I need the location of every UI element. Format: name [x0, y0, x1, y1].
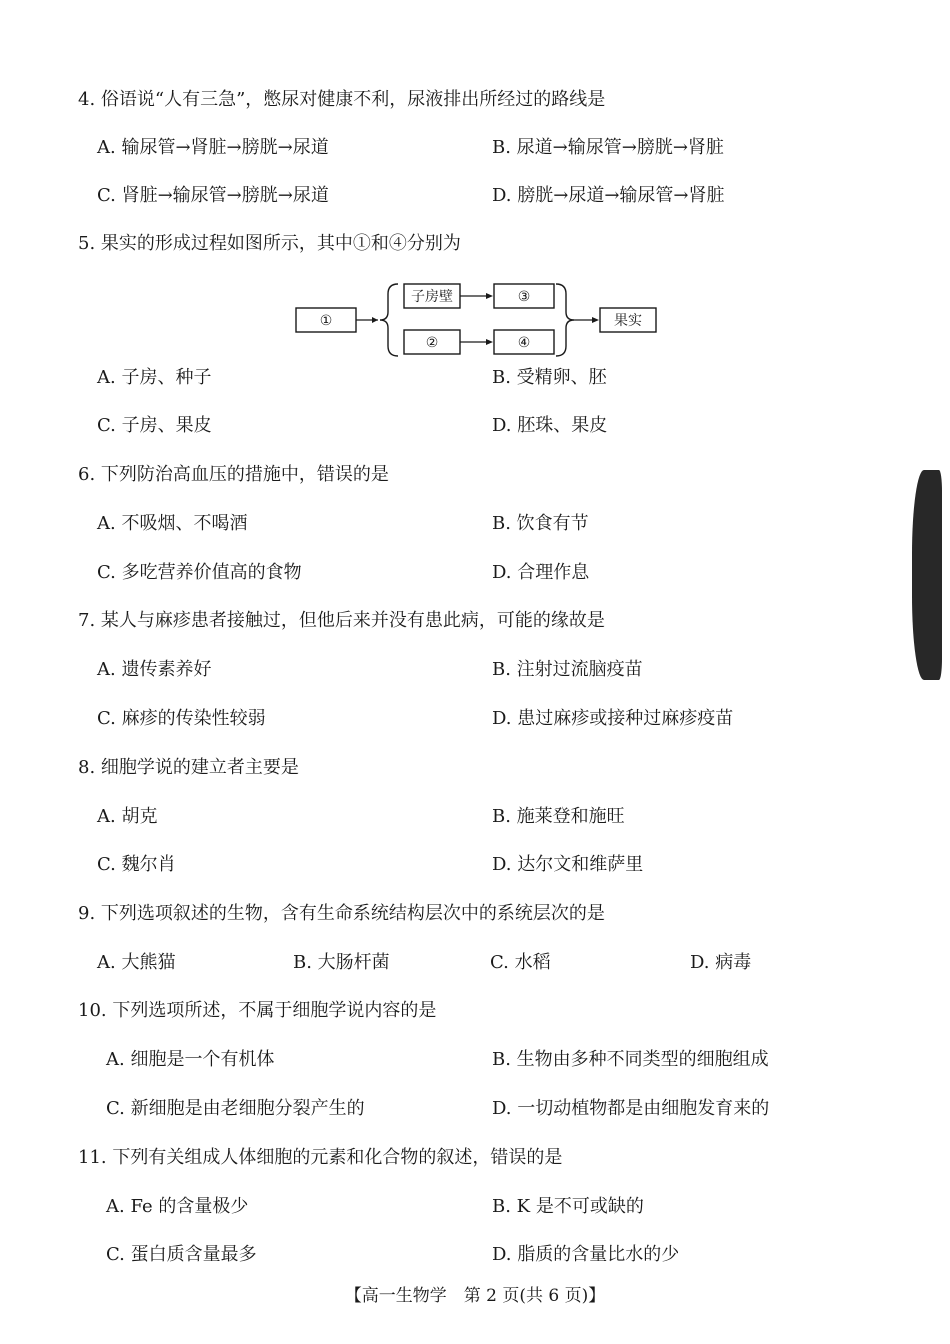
- page-footer: 【高一生物学 第 2 页(共 6 页)】: [344, 1286, 606, 1306]
- question-6-option-c: C. 多吃营养价值高的食物: [97, 562, 302, 583]
- question-9-stem: 9. 下列选项叙述的生物，含有生命系统结构层次中的系统层次的是: [78, 903, 605, 924]
- question-7-option-c: C. 麻疹的传染性较弱: [97, 708, 266, 729]
- fruit-formation-diagram: [290, 278, 670, 362]
- question-9-option-c: C. 水稻: [490, 952, 551, 973]
- question-7-option-b: B. 注射过流脑疫苗: [492, 659, 643, 680]
- question-6-option-b: B. 饮食有节: [492, 513, 589, 534]
- question-8-option-a: A. 胡克: [97, 806, 158, 827]
- question-10-stem: 10. 下列选项所述，不属于细胞学说内容的是: [78, 1000, 437, 1021]
- diagram-box-ovary-wall-label: 子房壁: [411, 289, 453, 305]
- question-11-option-b: B. K 是不可或缺的: [492, 1196, 644, 1217]
- question-9-option-b: B. 大肠杆菌: [293, 952, 390, 973]
- question-11-option-a: A. Fe 的含量极少: [106, 1196, 249, 1217]
- question-4-option-c: C. 肾脏→输尿管→膀胱→尿道: [97, 185, 329, 206]
- question-5-option-d: D. 胚珠、果皮: [492, 415, 608, 436]
- question-7-option-a: A. 遗传素养好: [97, 659, 212, 680]
- question-11-option-c: C. 蛋白质含量最多: [106, 1244, 257, 1265]
- question-5-option-a: A. 子房、种子: [97, 367, 212, 388]
- question-4-option-d: D. 膀胱→尿道→输尿管→肾脏: [492, 185, 725, 206]
- diagram-box-2-label: ②: [425, 335, 439, 351]
- question-8-stem: 8. 细胞学说的建立者主要是: [78, 757, 299, 778]
- question-10-option-c: C. 新细胞是由老细胞分裂产生的: [106, 1098, 365, 1119]
- question-5-option-c: C. 子房、果皮: [97, 415, 212, 436]
- question-7-stem: 7. 某人与麻疹患者接触过，但他后来并没有患此病，可能的缘故是: [78, 610, 605, 631]
- question-10-option-a: A. 细胞是一个有机体: [106, 1049, 275, 1070]
- diagram-box-3-label: ③: [517, 289, 531, 305]
- question-7-option-d: D. 患过麻疹或接种过麻疹疫苗: [492, 708, 734, 729]
- diagram-left-brace: [380, 284, 398, 356]
- question-9-option-a: A. 大熊猫: [97, 952, 176, 973]
- question-6-option-d: D. 合理作息: [492, 562, 590, 583]
- question-10-option-d: D. 一切动植物都是由细胞发育来的: [492, 1098, 770, 1119]
- question-11-option-d: D. 脂质的含量比水的少: [492, 1244, 680, 1265]
- question-10-option-b: B. 生物由多种不同类型的细胞组成: [492, 1049, 769, 1070]
- question-4-option-a: A. 输尿管→肾脏→膀胱→尿道: [97, 137, 329, 158]
- question-6-stem: 6. 下列防治高血压的措施中，错误的是: [78, 464, 389, 485]
- question-9-option-d: D. 病毒: [690, 952, 752, 973]
- question-4-option-b: B. 尿道→输尿管→膀胱→肾脏: [492, 137, 724, 158]
- scan-edge-shadow: [912, 470, 942, 680]
- diagram-box-fruit-label: 果实: [614, 313, 642, 329]
- diagram-right-brace: [556, 284, 574, 356]
- question-11-stem: 11. 下列有关组成人体细胞的元素和化合物的叙述，错误的是: [78, 1147, 563, 1168]
- question-8-option-c: C. 魏尔肖: [97, 854, 176, 875]
- question-5-option-b: B. 受精卵、胚: [492, 367, 607, 388]
- question-6-option-a: A. 不吸烟、不喝酒: [97, 513, 248, 534]
- question-8-option-d: D. 达尔文和维萨里: [492, 854, 644, 875]
- diagram-box-4-label: ④: [517, 335, 531, 351]
- diagram-box-1-label: ①: [319, 313, 333, 329]
- question-5-stem: 5. 果实的形成过程如图所示，其中①和④分别为: [78, 233, 461, 254]
- question-8-option-b: B. 施莱登和施旺: [492, 806, 625, 827]
- question-4-stem: 4. 俗语说“人有三急”，憋尿对健康不利，尿液排出所经过的路线是: [78, 89, 606, 110]
